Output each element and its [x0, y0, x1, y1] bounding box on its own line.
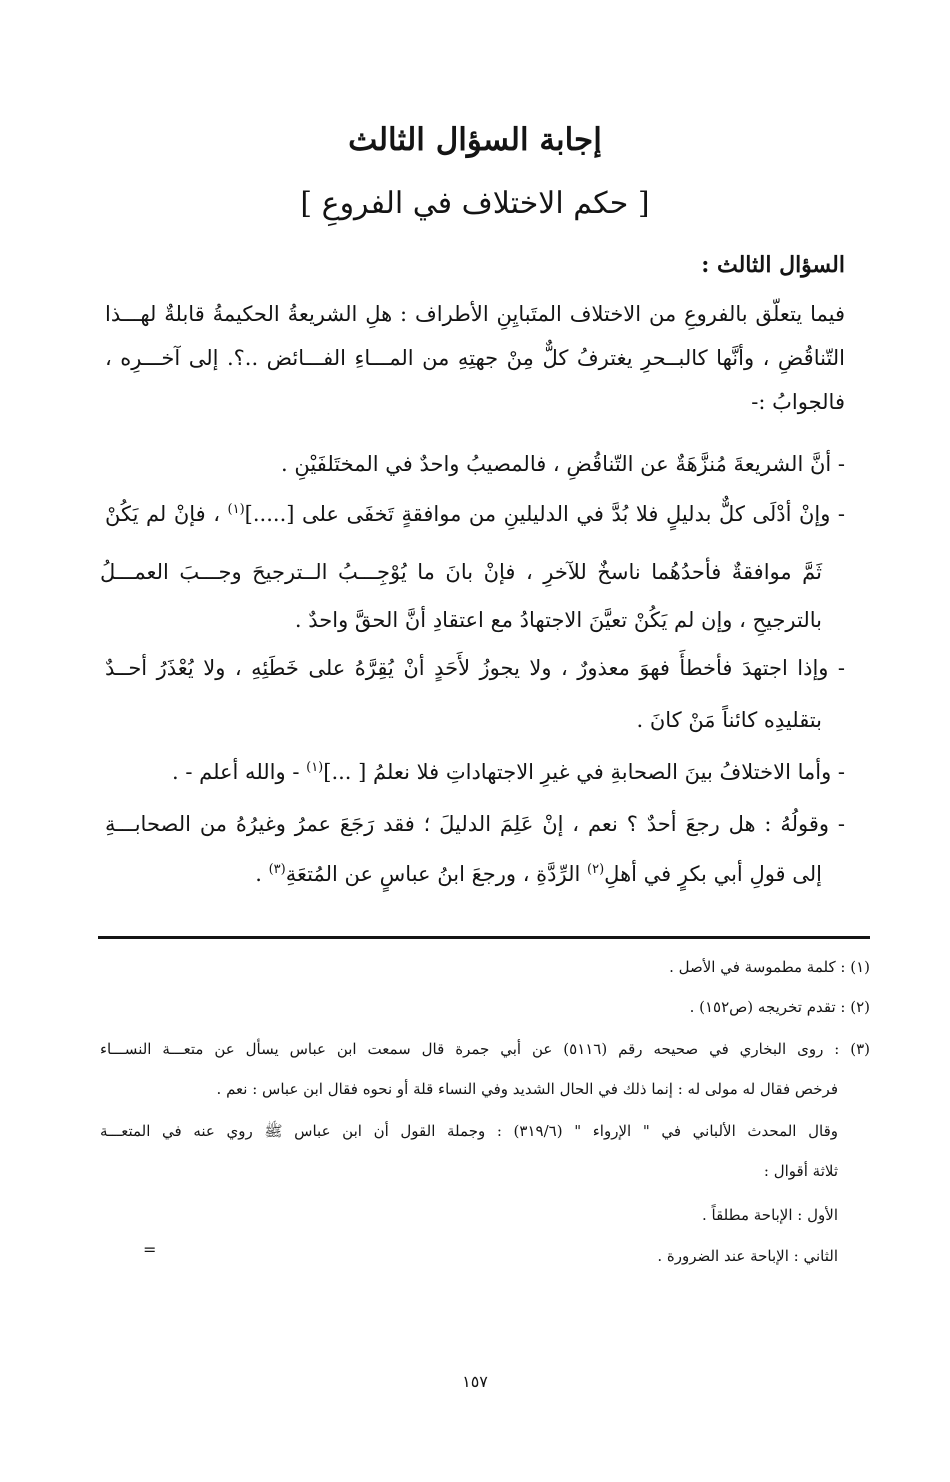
bullet-2-line-1: [105, 502, 845, 526]
footnote-1: (١) : كلمة مطموسة في الأصل .: [669, 958, 870, 976]
body-line-1: فيما يتعلّق بالفروعِ من الاختلاف المتَبايِنِ الأطراف : هلِ الشريعةُ الحكيمةُ قابلةٌ لهـــذا: [105, 302, 845, 326]
footnote-2: (٢) : تقدم تخريجه (ص١٥٢) .: [689, 998, 870, 1016]
footnote-ref-3: (٣): [268, 862, 286, 877]
question-heading: السؤال الثالث :: [701, 252, 845, 278]
footnote-divider: [98, 936, 870, 939]
bullet-4-text-after: - والله أعلم - .: [171, 760, 300, 784]
footnote-3-line-2: فرخص فقال له مولى له : إنما ذلك في الحال الشديد وفي النساء قلة أو نحوه فقال ابن عباس : نعم .: [216, 1080, 838, 1098]
bullet-3-line-1: - وإذا اجتهدَ فأخطأَ فهوَ معذورٌ ، ولا يجوزُ لأَحَدٍ أنْ يُقِرَّهُ على خَطَئِهِ ، ولا يُعْذَرُ أحــدٌ: [105, 656, 845, 680]
body-line-2: التّناقُضِ ، وأنَّها كالبــحرِ يغترفُ كلٌّ مِنْ جهتِهِ من المـــاءِ الفـــائض ..؟. إلى آخـــرِه ،: [105, 346, 845, 370]
footnote-ref-1b: (١): [306, 760, 324, 775]
bullet-4-text: - وأما الاختلافُ بينَ الصحابةِ في غيرِ الاجتهاداتِ فلا نعلمُ [ ...]: [323, 760, 845, 784]
continuation-mark: =: [143, 1240, 157, 1259]
bullet-5-line-1: - وقولُهُ : هل رجعَ أحدٌ ؟ نعم ، إنْ عَلِمَ الدليلَ ؛ فقد رَجَعَ عمرُ وغيرُهُ من الصحابـــةِ: [105, 812, 845, 836]
footnote-3-line-3: وقال المحدث الألباني في " الإرواء " (٣١٩/٦) : وجملة القول أن ابن عباس ﷺ روي عنه في المتعـــة: [100, 1122, 839, 1140]
footnote-3-line-1: (٣) : روى البخاري في صحيحه رقم (٥١١٦) عن أبي جمرة قال سمعت ابن عباس يسأل عن متعـــة النســـاء: [100, 1040, 870, 1058]
bullet-5-line-2: [255, 862, 822, 886]
page-title: إجابة السؤال الثالث: [348, 122, 602, 158]
bullet-2-line-2: ثَمَّ موافقةٌ فأحدُهُما ناسخٌ للآخرِ ، فإنْ بانَ ما يُوْجِـــبُ الــترجيحَ وجـــبَ العمـــلُ: [100, 560, 822, 584]
page-number: ١٥٧: [462, 1372, 488, 1391]
page-subtitle: [ حكم الاختلاف في الفروعِ ]: [300, 186, 650, 221]
bullet-5-text-b: الرِّدَّةِ ، ورجعَ ابنُ عباسٍ عن المُتعَةِ: [285, 862, 581, 886]
body-line-3: فالجوابُ :-: [751, 390, 845, 414]
bullet-1-line-1: - أنَّ الشريعةَ مُنزَّهَةٌ عن التّناقُضِ ، فالمصيبُ واحدٌ في المختَلفَيْنِ .: [281, 452, 845, 476]
footnote-ref-2: (٢): [587, 862, 605, 877]
footnote-ref-1: (١): [227, 502, 245, 517]
bullet-2-text-after: ، فإنْ لم يَكُنْ: [105, 502, 220, 526]
footnote-3-line-5: الأول : الإباحة مطلقاً .: [701, 1206, 838, 1224]
bullet-2-text: - وإنْ أدْلَى كلٌّ بدليلٍ فلا بُدَّ في الدليلينِ من موافقةٍ تَخفَى على [.....]: [244, 502, 846, 526]
bullet-2-line-3: بالترجيحِ ، وإن لم يَكُنْ تعيَّنَ الاجتهادُ مع اعتقادِ أنَّ الحقَّ واحدٌ .: [294, 608, 822, 632]
bullet-5-end: .: [255, 862, 262, 886]
bullet-5-text-a: إلى قولِ أبي بكرٍ في أهلِ: [604, 862, 822, 886]
bullet-4-line-1: [172, 760, 845, 784]
bullet-3-line-2: بتقليدِه كائناً مَنْ كانَ .: [636, 708, 822, 732]
footnote-3-line-4: ثلاثة أقوال :: [763, 1162, 838, 1180]
footnote-3-line-6: الثاني : الإباحة عند الضرورة .: [657, 1247, 838, 1265]
